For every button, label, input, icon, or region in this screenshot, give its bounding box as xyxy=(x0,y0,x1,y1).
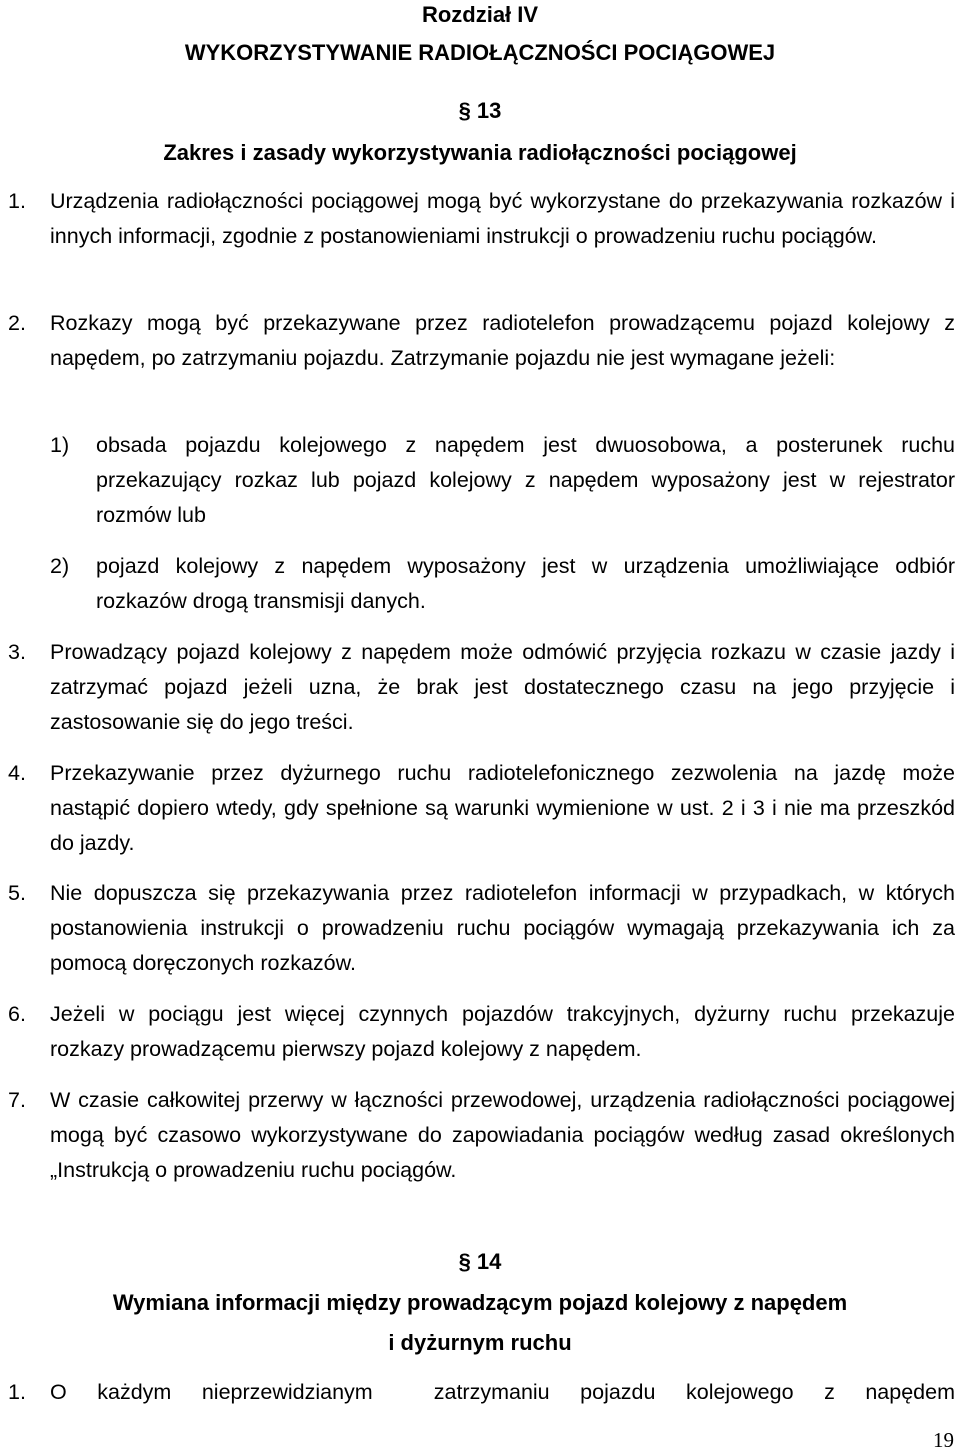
paragraph: Prowadzący pojazd kolejowy z napędem może odmówić przyjęcia rozkazu w czasie jazdy i zatrzymać pojazd jeżeli uzna, że brak jest dostatecznego czasu na jego przyjęcie i zastosowanie się do jego treści. xyxy=(50,640,955,734)
chapter-label: Rozdział IV xyxy=(421,2,539,27)
paragraph: O każdym nieprzewidzianym zatrzymaniu pojazdu kolejowego z napędem xyxy=(50,1380,955,1404)
subitem-number: 2) xyxy=(50,554,70,578)
item-number: 6. xyxy=(8,1002,26,1026)
paragraph: Urządzenia radiołączności pociągowej mogą być wykorzystane do przekazywania rozkazów i innych informacji, zgodnie z postanowieniami instrukcji o prowadzeniu ruchu pociągów. xyxy=(50,189,955,248)
item-number: 1. xyxy=(8,189,26,213)
paragraph: obsada pojazdu kolejowego z napędem jest dwuosobowa, a posterunek ruchu przekazujący rozkaz lub pojazd kolejowy z napędem wyposażony jest w rejestrator rozmów lub xyxy=(96,433,955,527)
item-number: 1. xyxy=(8,1380,26,1404)
page-number: 19 xyxy=(933,1428,954,1452)
paragraph: Przekazywanie przez dyżurnego ruchu radiotelefonicznego zezwolenia na jazdę może nastąpić dopiero wtedy, gdy spełnione są warunki wymienione w ust. 2 i 3 i nie ma przeszkód do jazdy. xyxy=(50,761,955,855)
section-14-heading-line2: i dyżurnym ruchu xyxy=(388,1330,572,1355)
section-14-symbol: § 14 xyxy=(458,1249,502,1274)
section-14-heading: Wymiana informacji między prowadzącym pojazd kolejowy z napędem xyxy=(112,1290,848,1315)
paragraph: pojazd kolejowy z napędem wyposażony jest w urządzenia umożliwiające odbiór rozkazów drogą transmisji danych. xyxy=(96,554,955,613)
paragraph: Jeżeli w pociągu jest więcej czynnych pojazdów trakcyjnych, dyżurny ruchu przekazuje rozkazy prowadzącemu pierwszy pojazd kolejowy z napędem. xyxy=(50,1002,955,1061)
paragraph: Rozkazy mogą być przekazywane przez radiotelefon prowadzącemu pojazd kolejowy z napędem, po zatrzymaniu pojazdu. Zatrzymanie pojazdu nie jest wymagane jeżeli: xyxy=(50,311,955,370)
chapter-title: WYKORZYSTYWANIE RADIOŁĄCZNOŚCI POCIĄGOWEJ xyxy=(184,40,776,65)
item-number: 3. xyxy=(8,640,26,664)
item-number: 5. xyxy=(8,881,26,905)
subitem-number: 1) xyxy=(50,433,70,457)
item-number: 4. xyxy=(8,761,26,785)
item-number: 7. xyxy=(8,1088,26,1112)
item-number: 2. xyxy=(8,311,26,335)
section-13-symbol: § 13 xyxy=(458,98,502,123)
section-13-heading: Zakres i zasady wykorzystywania radiołączności pociągowej xyxy=(163,140,797,165)
paragraph: Nie dopuszcza się przekazywania przez radiotelefon informacji w przypadkach, w których postanowienia instrukcji o prowadzeniu ruchu pociągów wymagają przekazywania ich za pomocą doręczonych rozkazów. xyxy=(50,881,955,975)
paragraph: W czasie całkowitej przerwy w łączności przewodowej, urządzenia radiołączności pociągowej mogą być czasowo wykorzystywane do zapowiadania pociągów według zasad określonych „Instrukcją o prowadzeniu ruchu pociągów. xyxy=(50,1088,955,1182)
